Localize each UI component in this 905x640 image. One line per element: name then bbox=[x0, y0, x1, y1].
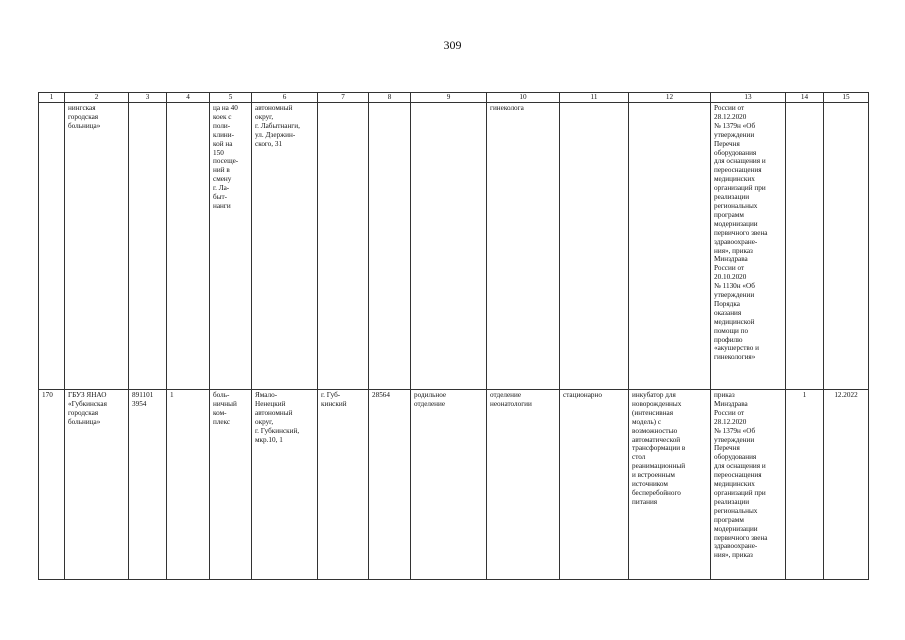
cell-date bbox=[824, 103, 869, 390]
cell-regulation: России от 28.12.2020 № 1379н «Об утверждении Перечня оборудования для оснащения и переоснащения медицинских организаций при реализации региональных программ модернизации первичного звена здравоохране- ния», приказ Минздрава России от 20.10.2020 № 1130н «Об утверждении Порядка оказания медицинской помощи по профилю «акушерство и гинекология» bbox=[711, 103, 786, 390]
cell-col4 bbox=[167, 103, 210, 390]
cell-number bbox=[39, 103, 65, 390]
cell-col4: 1 bbox=[167, 390, 210, 580]
cell-care-type bbox=[560, 103, 629, 390]
header-row bbox=[39, 93, 869, 103]
cell-quantity bbox=[786, 103, 824, 390]
header-cell: 4 bbox=[167, 93, 210, 103]
cell-organization: ГБУЗ ЯНАО «Губкинская городская больница» bbox=[65, 390, 129, 580]
cell-organization: нингская городская больница» bbox=[65, 103, 129, 390]
cell-quantity: 1 bbox=[786, 390, 824, 580]
cell-department: родильное отделение bbox=[411, 390, 487, 580]
header-cell: 6 bbox=[252, 93, 318, 103]
equipment-table bbox=[38, 92, 869, 580]
header-cell: 15 bbox=[824, 93, 869, 103]
cell-address: автономный округ, г. Лабытнанги, ул. Дзержин- ского, 31 bbox=[252, 103, 318, 390]
cell-care-type: стационарно bbox=[560, 390, 629, 580]
cell-date: 12.2022 bbox=[824, 390, 869, 580]
cell-unit: отделение неонатологии bbox=[487, 390, 560, 580]
cell-number: 170 bbox=[39, 390, 65, 580]
cell-code: 28564 bbox=[369, 390, 411, 580]
cell-inn: 891101 3954 bbox=[129, 390, 167, 580]
header-cell: 10 bbox=[487, 93, 560, 103]
header-cell: 11 bbox=[560, 93, 629, 103]
header-cell: 7 bbox=[318, 93, 369, 103]
cell-regulation: приказ Минздрава России от 28.12.2020 № 1379н «Об утверждении Перечня оборудования для оснащения и переоснащения медицинских организаций при реализации региональных программ модернизации первичного звена здравоохране- ния», приказ bbox=[711, 390, 786, 580]
cell-code bbox=[369, 103, 411, 390]
cell-city bbox=[318, 103, 369, 390]
header-cell: 9 bbox=[411, 93, 487, 103]
header-cell: 3 bbox=[129, 93, 167, 103]
cell-building: ца на 40 коек с поли- клини- кой на 150 посеще- ний в смену г. Ла- быт- нанги bbox=[210, 103, 252, 390]
header-cell: 5 bbox=[210, 93, 252, 103]
header-cell: 13 bbox=[711, 93, 786, 103]
cell-city: г. Губ- кинский bbox=[318, 390, 369, 580]
cell-department bbox=[411, 103, 487, 390]
header-cell: 2 bbox=[65, 93, 129, 103]
cell-inn bbox=[129, 103, 167, 390]
cell-address: Ямало- Ненецкий автономный округ, г. Губкинский, мкр.10, 1 bbox=[252, 390, 318, 580]
header-cell: 12 bbox=[629, 93, 711, 103]
cell-unit: гинеколога bbox=[487, 103, 560, 390]
cell-building: боль- ничный ком- плекс bbox=[210, 390, 252, 580]
page-number: 309 bbox=[443, 38, 462, 52]
cell-equipment bbox=[629, 103, 711, 390]
table-row bbox=[39, 390, 869, 580]
table-row bbox=[39, 103, 869, 390]
header-cell: 14 bbox=[786, 93, 824, 103]
header-cell: 1 bbox=[39, 93, 65, 103]
header-cell: 8 bbox=[369, 93, 411, 103]
cell-equipment: инкубатор для новорожденных (интенсивная модель) с возможностью автоматической трансформации в стол реанимационный и встроенным источником бесперебойного питания bbox=[629, 390, 711, 580]
